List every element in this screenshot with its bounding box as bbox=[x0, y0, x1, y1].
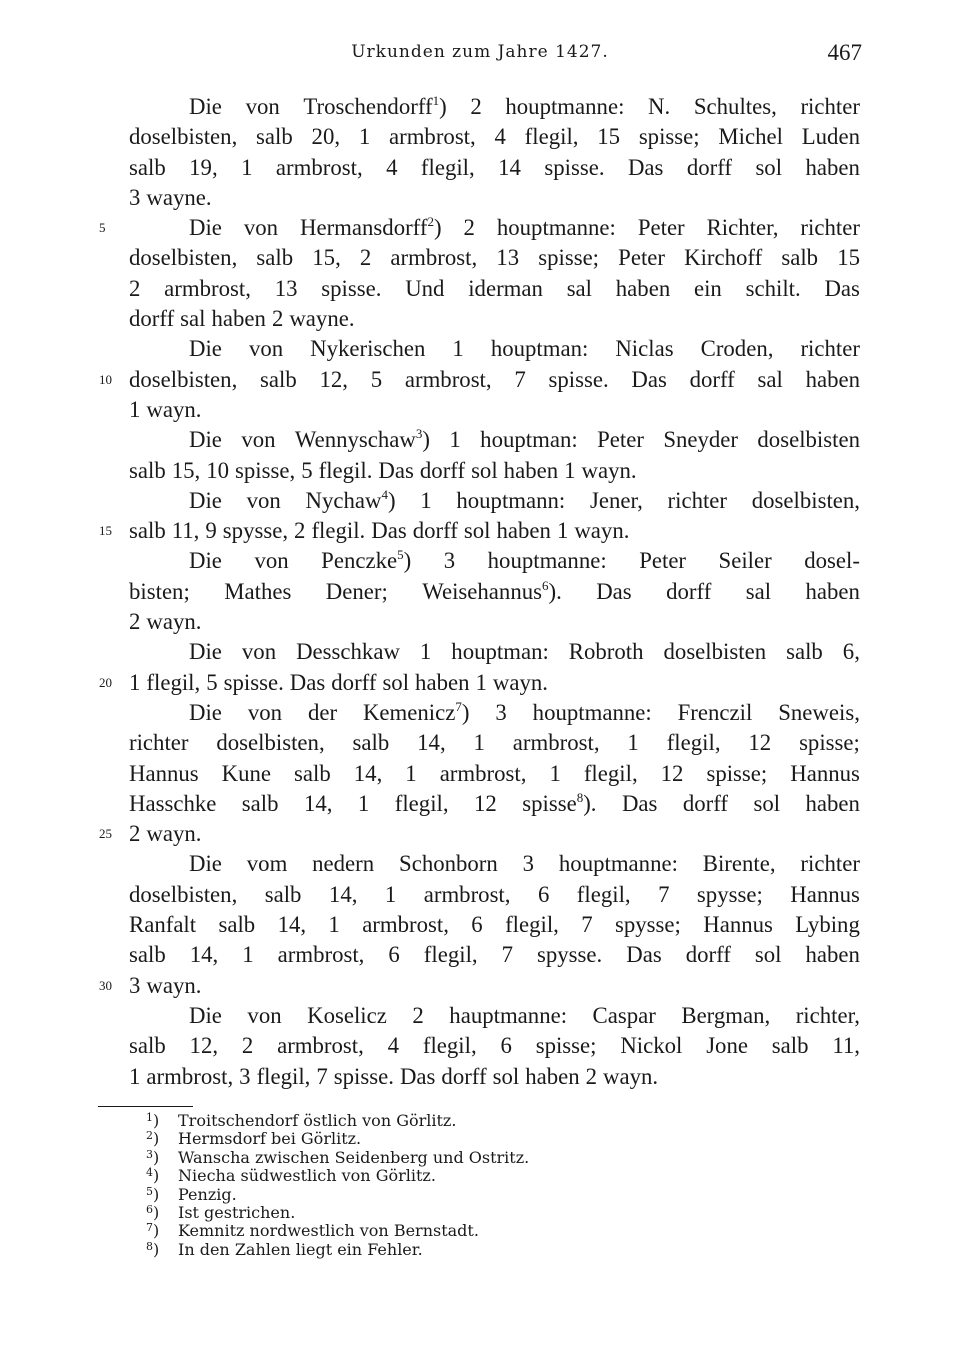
text-line: 30 3 wayn. bbox=[129, 971, 860, 1001]
text-line: salb 15, 10 spisse, 5 flegil. Das dorff sol haben 1 wayn. bbox=[129, 457, 637, 483]
text-line: Die von Nykerischen 1 houptman: Niclas Croden, richter bbox=[189, 336, 860, 362]
footnote-text: In den Zahlen liegt ein Fehler. bbox=[178, 1239, 423, 1259]
text-line: bisten; Mathes Dener; Weisehannus$^6$). Das dorff sal haben bbox=[129, 577, 860, 604]
text-line: 2 armbrost, 13 spisse. Und iderman sal haben ein schilt. Das bbox=[129, 275, 860, 301]
footnote-rule bbox=[98, 1106, 193, 1107]
footnote-marker: $^4$) bbox=[146, 1166, 160, 1186]
text-line: Die von Troschendorff$^1$) 2 houptmanne: N. Schultes, richter bbox=[189, 93, 860, 119]
footnote-text: Kemnitz nordwestlich von Bernstadt. bbox=[178, 1221, 479, 1241]
line-number: 5 bbox=[99, 220, 106, 236]
footnote-text: Penzig. bbox=[178, 1184, 237, 1204]
text-line: 2 wayn. bbox=[129, 609, 202, 635]
footnote bbox=[146, 1241, 529, 1259]
text-line: Ranfalt salb 14, 1 armbrost, 6 flegil, 7 spysse; Hannus Lybing bbox=[129, 912, 860, 938]
text-line: Hannus Kune salb 14, 1 armbrost, 1 flegil, 12 spisse; Hannus bbox=[129, 760, 860, 786]
text-line: doselbisten, salb 14, 1 armbrost, 6 flegil, 7 spysse; Hannus bbox=[129, 881, 860, 907]
footnote-ref: 1 bbox=[432, 93, 440, 108]
footnote-marker: $^7$) bbox=[146, 1221, 160, 1241]
text-line: salb 14, 1 armbrost, 6 flegil, 7 spysse. Das dorff sol haben bbox=[129, 942, 860, 968]
footnote-marker: $^6$) bbox=[146, 1202, 160, 1222]
text-line: Die vom nedern Schonborn 3 houptmanne: Birente, richter bbox=[189, 851, 860, 877]
footnote-ref: 7 bbox=[455, 698, 462, 714]
footnote-marker: $^3$) bbox=[146, 1147, 160, 1167]
text-line: doselbisten, salb 15, 2 armbrost, 13 spisse; Peter Kirchoff salb 15 bbox=[129, 245, 860, 271]
line-number: 10 bbox=[99, 371, 112, 387]
text-line: 25 2 wayn. bbox=[129, 819, 860, 849]
footnote-text: Troitschendorf östlich von Görlitz. bbox=[178, 1111, 457, 1130]
footnote-marker: $^5$) bbox=[146, 1184, 160, 1204]
footnote-text: Ist gestrichen. bbox=[178, 1202, 296, 1222]
text-line: 3 wayne. bbox=[129, 184, 212, 210]
text-line: doselbisten, salb 20, 1 armbrost, 4 flegil, 15 spisse; Michel Luden bbox=[129, 124, 860, 150]
text-line: 20 1 flegil, 5 spisse. Das dorff sol haben 1 wayn. bbox=[129, 668, 860, 698]
text-line: salb 12, 2 armbrost, 4 flegil, 6 spisse; Nickol Jone salb 11, bbox=[129, 1033, 860, 1059]
text-line: salb 19, 1 armbrost, 4 flegil, 14 spisse. Das dorff sol haben bbox=[129, 154, 860, 180]
line-number: 20 bbox=[99, 674, 112, 690]
text-line: 15 salb 11, 9 spysse, 2 flegil. Das dorff sol haben 1 wayn. bbox=[129, 516, 860, 546]
footnote-marker: $^1$) bbox=[146, 1111, 160, 1130]
footnote bbox=[146, 1204, 529, 1222]
footnote-marker: $^8$) bbox=[146, 1239, 160, 1259]
running-header: Urkunden zum Jahre 1427. bbox=[351, 42, 609, 62]
text-line: Die von der Kemenicz$^7$) 3 houptmanne: Frenczil Sneweis, bbox=[189, 698, 860, 725]
footnote-ref: 3 bbox=[415, 426, 423, 442]
footnote-text: Wanscha zwischen Seidenberg und Ostritz. bbox=[178, 1147, 530, 1167]
text-line: 5 Die von Hermansdorff$^2$) 2 houptmanne: Peter Richter, richter bbox=[129, 213, 860, 243]
footnote bbox=[146, 1167, 529, 1185]
footnote bbox=[146, 1112, 529, 1130]
footnote-text: Hermsdorf bei Görlitz. bbox=[178, 1129, 362, 1149]
text-line: 1 wayn. bbox=[129, 396, 202, 422]
footnote bbox=[146, 1222, 529, 1240]
footnote-ref: 2 bbox=[427, 214, 434, 230]
text-line: dorff sal haben 2 wayne. bbox=[129, 306, 355, 332]
text-line: 10 doselbisten, salb 12, 5 armbrost, 7 spisse. Das dorff sal haben bbox=[129, 365, 860, 395]
footnote-ref: 6 bbox=[541, 577, 549, 593]
footnote-text: Niecha südwestlich von Görlitz. bbox=[178, 1166, 436, 1186]
body-text bbox=[99, 92, 860, 1092]
footnote-marker: $^2$) bbox=[146, 1129, 160, 1149]
footnote bbox=[146, 1149, 529, 1167]
footnote-ref: 8 bbox=[576, 789, 584, 805]
line-number: 30 bbox=[99, 977, 112, 993]
text-line: Die von Nychaw$^4$) 1 houptmann: Jener, richter doselbisten, bbox=[189, 486, 860, 513]
footnote-ref: 4 bbox=[381, 486, 388, 502]
text-line: richter doselbisten, salb 14, 1 armbrost, 1 flegil, 12 spisse; bbox=[129, 730, 860, 756]
text-line: 1 armbrost, 3 flegil, 7 spisse. Das dorff sol haben 2 wayn. bbox=[129, 1063, 659, 1089]
page-number: 467 bbox=[827, 40, 862, 65]
footnote bbox=[146, 1186, 529, 1204]
line-number: 25 bbox=[99, 826, 112, 842]
text-line: Die von Penczke$^5$) 3 houptmanne: Peter Seiler dosel- bbox=[189, 547, 860, 574]
text-line: Die von Wennyschaw$^3$) 1 houptman: Peter Sneyder doselbisten bbox=[189, 426, 860, 453]
footnote-ref: 5 bbox=[397, 547, 404, 563]
line-number: 15 bbox=[99, 523, 112, 539]
footnote bbox=[146, 1130, 529, 1148]
footnotes bbox=[146, 1112, 529, 1259]
text-line: Hasschke salb 14, 1 flegil, 12 spisse$^8$). Das dorff sol haben bbox=[129, 789, 860, 816]
text-line: Die von Desschkaw 1 houptman: Robroth doselbisten salb 6, bbox=[189, 639, 860, 665]
text-line: Die von Koselicz 2 hauptmanne: Caspar Bergman, richter, bbox=[189, 1002, 860, 1028]
